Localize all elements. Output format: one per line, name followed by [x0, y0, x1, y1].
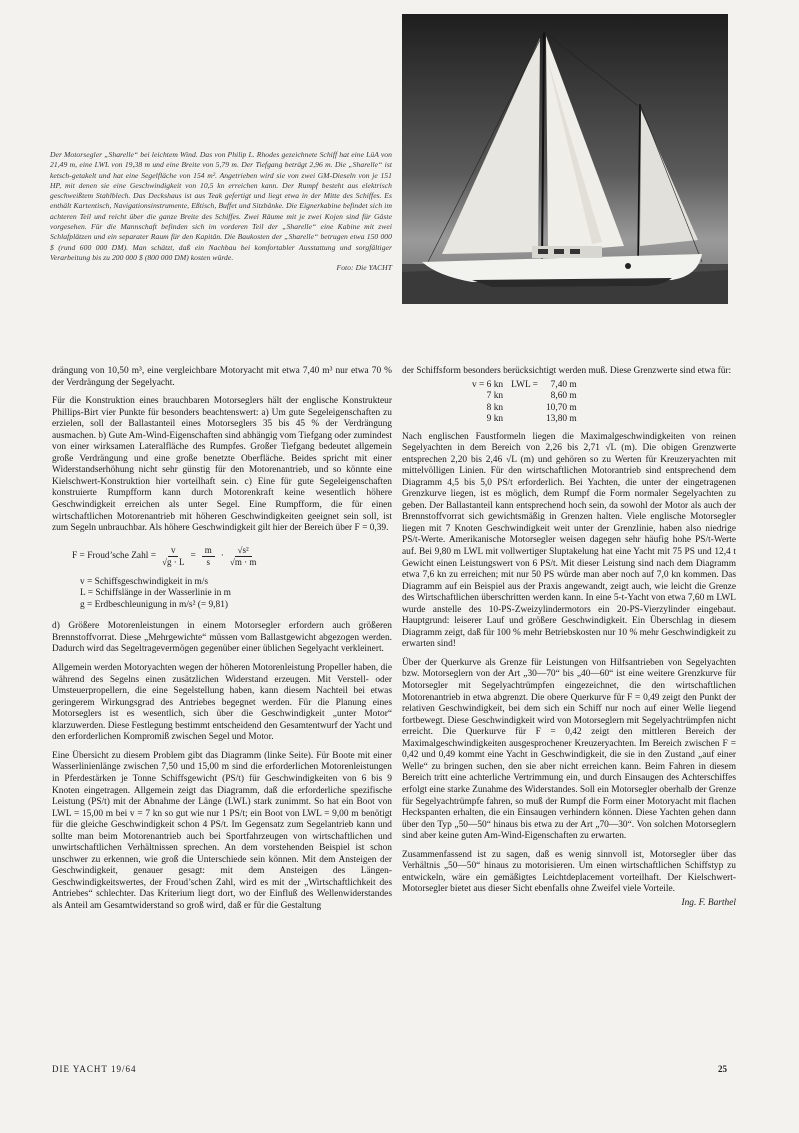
froude-formula: F = Froud’sche Zahl = $\frac{v}{√g \cdot L}$ = $\frac{m}{s}$ · $\frac{\text{√s²}}{√m \cdot m}$	[72, 544, 257, 568]
formula-lhs: F = Froud’sche Zahl =	[72, 550, 157, 561]
label-cell	[511, 403, 546, 415]
photo-credit: Foto: Die YACHT	[336, 263, 392, 273]
paragraph: der Schiffsform besonders berücksichtigt werden muß. Diese Grenzwerte sind etwa für:	[402, 366, 732, 376]
definition-l: L = Schiffslänge in der Wasserlinie in m	[80, 588, 231, 599]
fraction	[162, 545, 184, 569]
speed-cell: 7 kn	[486, 391, 504, 402]
label-cell	[511, 391, 546, 403]
table-row	[472, 380, 585, 392]
length-cell: 7,40 m	[550, 379, 577, 390]
caption-text: Der Motorsegler „Sharelle“ bei leichtem Wind. Das von Philip L. Rhodes gezeichnete Schiff hat eine LüA von 21,49 m, eine LWL von 19,38 m und eine Breite von 5,79 m. Der Tiefgang beträgt 2,96 m. Die „Sharelle“ ist ketsch-getakelt und hat eine Segelfläche von 154 m². Angetrieben wird sie von zwei GM-Dieseln von je 151 HP, mit denen sie eine Geschwindigkeit von 10,5 kn erreichen kann. Der Rumpf besteht aus elektrisch geschweißtem Stahlblech. Das Deckshaus ist aus Teak gefertigt und liegt etwa in der Mitte des Schiffes. Es enthält Kartentisch, Navigationsinstrumente, Eßtisch, Buffet und Sitzbänke. Die Eignerkabine befindet sich im achteren Teil und reicht über die ganze Breite des Schiffes. Zwei Räume mit je zwei Kojen sind für Gäste vorgesehen. Für die Mannschaft befinden sich im vorderen Teil der „Sharelle“ eine Kabine mit zwei Schlafplätzen und ein separater Raum für den Kapitän. Die Baukosten der „Sharelle“ betrugen etwa 150 000 $ (rund 600 000 DM). Man schätzt, daß ein Nachbau bei komfortabler Ausstattung und sorgfältiger Verarbeitung bis zu 200 000 $ (800 000 DM) kosten würde.	[50, 150, 392, 262]
speed-cell: v = 6 kn	[472, 379, 504, 390]
paragraph: Für die Konstruktion eines brauchbaren Motorseglers hält der englische Konstrukteur Phillips-Birt vier Punkte für besonders beachtenswert: a) Um gute Segeleigenschaften zu erzielen, soll der Ballastanteil eines Motorseglers 35 bis 45 % der Verdrängung ausmachen. b) Gute Am-Wind-Eigenschaften sind abhängig vom Tiefgang oder zumindest von einer wirksamen Lateralfläche des Rumpfes. Großer Tiefgang bedeutet allgemein große Verdrängung und eine große benetzte Oberfläche. Beides spricht mit einer Widerstandserhöhung nicht sehr günstig für den Motorenantrieb, und so könnte eine Kielschwert-Konstruktion hier vorteilhaft sein. c) Eine für gute Segeleigenschaften konstruierte Rumpfform kann durch Motorenkraft keine wesentlich höhere Geschwindigkeit erreichen als unter Segel. Eine Rumpfform, die für einen wirtschaftlichen Motorenantrieb mit höheren Geschwindigkeiten geeignet sein soll, ist zum Segeln unbrauchbar. Als höhere Geschwindigkeit gilt hier der Bereich über F = 0,39.	[52, 396, 392, 534]
paragraph: Nach englischen Faustformeln liegen die Maximalgeschwindigkeiten von reinen Segelyachten in dem Bereich von 2,26 bis 2,71 √L (m). Die obigen Grenzwerte entsprechen 2,20 bis 2,46 √L (m) und gehören so zu Werten für Kreuzeryachten mit mittelvölligen Linien. Für den wirtschaftlichen Motorantrieb sind entsprechend dem Diagramm 4,5 bis 5,0 PS/t erforderlich. Bei Yachten, die unter der eingetragenen Grenzkurve liegen, ist es möglich, dem Rumpf die Form normaler Segelyachten zu geben. Der Ballastanteil kann entsprechend hoch sein, da sowohl der Motor als auch der Brennstoffvorrat sich gewichtsmäßig in Grenzen halten. Viele englische Motorsegler liegen mit 7 Knoten Geschwindigkeit weit unter der Grenzlinie, haben also niedrige PS/t-Werte. Amerikanische Motorsegler weisen dagegen sehr häufig hohe PS/t-Werte auf. Bei 9,80 m LWL mit vollwertiger Sluptakelung hat eine Yacht mit 75 PS und 12,4 t Gewicht einen Leistungswert von 6 PS/t. Mit dieser Leistung sind nach dem Diagramm etwa 7,6 kn zu erreichen; mit nur 50 PS würde man aber noch auf 7,0 kn kommen. Das Diagramm auf ein Beispiel aus der Praxis angewandt, zeigt auch, wie leicht die Grenze des Wirtschaftlichen überschritten werden kann. In eine 5-t-Yacht von etwa 7,60 m LWL wurde anstelle des 10-PS-Zweizylindermotors ein 20-PS-Vierzylinder eingebaut. Hauptgrund: leiserer Lauf und größere Geschwindigkeit. Ein Überschlag in diesem Diagramm zeigt, daß für 100 % mehr Betriebskosten nur 10 % mehr Geschwindigkeit zu erwarten sind!	[402, 431, 736, 650]
fraction-numerator: v	[168, 545, 179, 558]
fraction-numerator: m	[202, 545, 215, 558]
fraction	[202, 545, 215, 569]
length-cell: 10,70 m	[545, 402, 577, 413]
author-signature: Ing. F. Barthel	[681, 897, 736, 908]
label-cell: LWL =	[511, 379, 538, 390]
paragraph: drängung von 10,50 m³, eine vergleichbare Motoryacht mit etwa 7,40 m³ nur etwa 70 % der Verdrängung der Segelyacht.	[52, 366, 392, 388]
definition-v: v = Schiffsgeschwindigkeit in m/s	[80, 576, 209, 587]
fraction-denominator: √m · m	[229, 557, 257, 568]
fraction-numerator: √s²	[235, 545, 252, 558]
definition-g: g = Erdbeschleunigung in m/s² (= 9,81)	[80, 599, 228, 610]
paragraph: Über der Querkurve als Grenze für Leistungen von Hilfsantrieben von Segelyachten bzw. Motorseglern von der Art „30—70“ bis „40—60“ ist eine weitere Grenzkurve für Motorsegler mit Segelyachtrümpfen eingezeichnet, die den wirtschaftlichen Motorenantrieb in etwa abgrenzt. Die obere Querkurve für F = 0,49 zeigt den Punkt der relativen Geschwindigkeit, bei dem sich ein Schiff nur noch auf einer Welle liegend fortbewegt. Diese Geschwindigkeit wird von Motorseglern mit Segelyachtrümpfen nicht erreicht. Die Querkurve für F = 0,42 zeigt den mittleren Bereich der Maximalgeschwindigkeiten ausgesprochener Kreuzeryachten. Im Bereich zwischen F = 0,42 und 0,49 kommt eine Yacht in Geschwindigkeit, die sie in den Zustand „auf einer Welle“ zu bringen suchen, den sie aber nicht erreichen kann. Beim Fahren in diesem Bereich tritt eine achterliche Vertrimmung ein, und durch Einsaugen des Achterschiffes erfolgt eine starke Zunahme des Widerstandes. Soll ein Motorsegler oberhalb der Grenze für Segelyachtrümpfe fahren, so muß der Rumpf die Form einer Motoryacht mit flachen Heckspanten erhalten, die ein Einsaugen verhindern können. Diese Yachten gehen dann über den Typ „50—50“ hinaus bis etwa zu der Art „70—30“. Von solchen Motorseglern sind aber keine guten Am-Wind-Eigenschaften zu erwarten.	[402, 657, 736, 842]
sailboat-photo	[402, 14, 728, 304]
table-row	[472, 403, 585, 415]
formula-definitions	[80, 577, 392, 612]
limit-values-table	[472, 380, 585, 426]
fraction-denominator: √g · L	[162, 557, 185, 568]
right-column	[402, 366, 736, 909]
table-row	[472, 391, 585, 403]
table-row	[472, 414, 585, 426]
paragraph: Allgemein werden Motoryachten wegen der höheren Motorenleistung Propeller haben, die während des Segelns einen zusätzlichen Widerstand erzeugen. Mit Verstell- oder Umsteuerpropellern, die eine Segelstellung haben, kann diesem Nachteil bei etwas geringerem Wirkungsgrad des Antriebes begegnet werden. Für die Planung eines Motorseglers ist es wesentlich, sich über die Geschwindigkeit „unter Motor“ klarzuwerden. Diese Festlegung bestimmt entscheidend den Gesamtentwurf der Yacht und den erforderlichen Kompromiß zwischen Segel und Motor.	[52, 663, 392, 743]
length-cell: 8,60 m	[550, 391, 577, 402]
paragraph: d) Größere Motorenleistungen in einem Motorsegler erfordern auch größeren Brennstoffvorrat. Diese „Mehrgewichte“ müssen vom Ballastgewicht abgezogen werden. Dadurch wird das Segeltragevermögen gegenüber einer üblichen Segelyacht verkleinert.	[52, 621, 392, 655]
length-cell: 13,80 m	[545, 414, 577, 425]
label-cell	[511, 414, 546, 426]
speed-cell: 9 kn	[486, 414, 504, 425]
paragraph: Eine Übersicht zu diesem Problem gibt das Diagramm (linke Seite). Für Boote mit einer Wasserlinienlänge zwischen 7,50 und 15,00 m sind die erforderlichen Motorenleistungen in Pferdestärken je Tonne Schiffsgewicht (PS/t) für Geschwindigkeiten von 6 bis 9 Knoten eingetragen. Allgemein zeigt das Diagramm, daß die erforderliche spezifische Leistung (PS/t) mit der Abnahme der Länge (LWL) stark zunimmt. So hat ein Boot von LWL = 15,00 m bei v = 7 kn so gut wie nur 1 PS/t; ein Boot von LWL = 9,00 m benötigt für die gleiche Geschwindigkeit schon 4 PS/t. Im Gegensatz zum Segelantrieb kann und sollte man beim Motorenantrieb auch bei Sportfahrzeugen von wirtschaftlichen und unwirtschaftlichen Verhältnissen sprechen. An dem vorstehenden Beispiel ist schon unschwer zu erkennen, wie groß die Unterschiede sein können. Mit dem Ansteigen der Geschwindigkeit, genauer gesagt: mit dem Ansteigen des Längen-Geschwindigkeitswertes, der Froud’schen Zahl, wird es mit der „Wirtschaftlichkeit des Antriebes“ schlechter. Das Kriterium liegt dort, wo der Einfluß des Wellenwiderstandes als Anteil am Gesamtwiderstand so groß wird, daß er für die Gestaltung	[52, 750, 392, 911]
left-column	[52, 366, 392, 920]
magazine-issue: DIE YACHT 19/64	[52, 1064, 137, 1074]
paragraph: Zusammenfassend ist zu sagen, daß es wenig sinnvoll ist, Motorsegler über das Verhältnis „50—50“ hinaus zu motorisieren. Um einen wirtschaftlichen Schiffstyp zu entwickeln, wäre ein gemäßigtes Leichtdeplacement vorteilhaft. Der Kielschwert-Motorsegler bietet aus dieser Sicht ebenfalls ohne Zweifel viele Vorteile.	[402, 849, 736, 895]
photo-caption	[50, 150, 392, 274]
fraction-denominator: s	[206, 557, 211, 568]
speed-cell: 8 kn	[486, 402, 504, 413]
fraction	[230, 545, 256, 569]
page-number: 25	[718, 1064, 727, 1074]
